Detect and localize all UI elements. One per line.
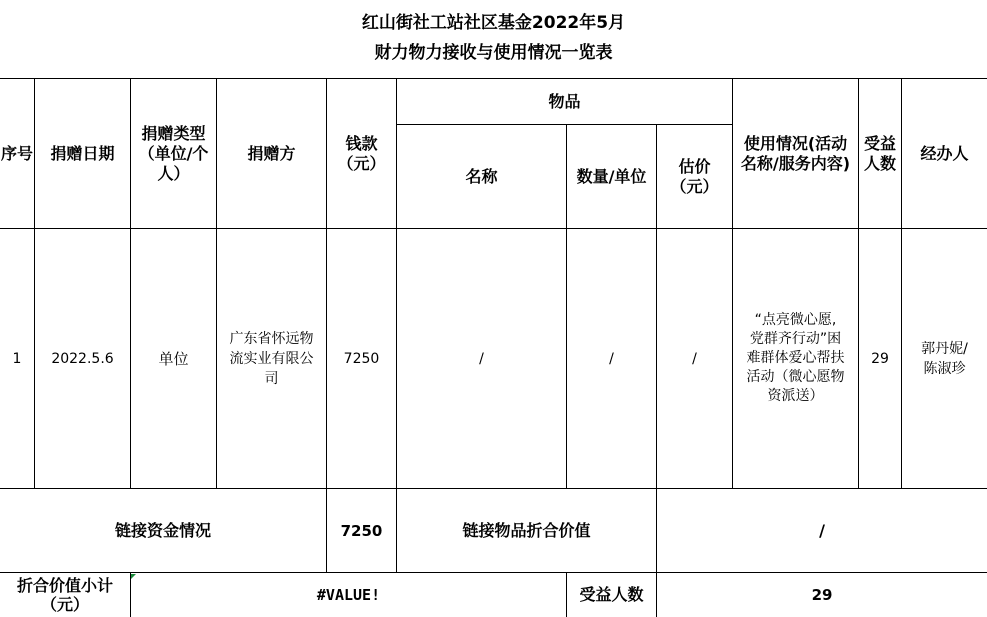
table-cell-goods-name: / bbox=[479, 350, 484, 367]
header-usage: 使用情况(活动 名称/服务内容) bbox=[740, 133, 851, 173]
table-cell-beneficiaries: 29 bbox=[871, 350, 889, 367]
fund-summary-label: 链接资金情况 bbox=[114, 520, 211, 540]
table-cell-date: 2022.5.6 bbox=[51, 350, 114, 367]
table-cell-donor: 广东省怀远物 流实业有限公 司 bbox=[229, 330, 314, 387]
table-title-line2: 财力物力接收与使用情况一览表 bbox=[374, 43, 613, 63]
header-seq: 序号 bbox=[0, 143, 33, 163]
table-cell-goods-value: / bbox=[692, 350, 697, 367]
table-cell-seq: 1 bbox=[12, 350, 22, 367]
header-money: 钱款 （元） bbox=[337, 133, 386, 173]
header-goods: 物品 bbox=[548, 91, 581, 111]
subtotal-label: 折合价值小计 （元） bbox=[16, 576, 113, 614]
header-donation-type: 捐赠类型 （单位/个 人） bbox=[138, 123, 209, 183]
beneficiaries-summary-label: 受益人数 bbox=[579, 585, 644, 604]
table-title-line1: 红山街社工站社区基金2022年5月 bbox=[361, 13, 626, 33]
goods-summary-value: / bbox=[819, 520, 825, 540]
table-cell-money: 7250 bbox=[343, 350, 380, 367]
goods-summary-label: 链接物品折合价值 bbox=[462, 520, 591, 540]
header-handler: 经办人 bbox=[920, 143, 969, 163]
table-cell-handler: 郭丹妮/ 陈淑珍 bbox=[921, 340, 968, 377]
header-goods-name: 名称 bbox=[465, 166, 498, 186]
table-cell-donation-type: 单位 bbox=[158, 349, 189, 368]
subtotal-value: #VALUE! bbox=[316, 586, 381, 604]
header-goods-quantity: 数量/单位 bbox=[576, 166, 647, 186]
header-donor: 捐赠方 bbox=[247, 143, 296, 163]
header-beneficiaries: 受益 人数 bbox=[863, 133, 896, 173]
fund-summary-value: 7250 bbox=[340, 521, 383, 540]
table-cell-goods-quantity: / bbox=[609, 350, 614, 367]
table-cell-usage: “点亮微心愿, 党群齐行动”困 难群体爱心帮扶 活动（微心愿物 资派送） bbox=[746, 312, 845, 404]
header-date: 捐赠日期 bbox=[50, 143, 115, 163]
header-goods-value: 估价 （元） bbox=[670, 156, 719, 196]
beneficiaries-summary-value: 29 bbox=[811, 586, 833, 604]
